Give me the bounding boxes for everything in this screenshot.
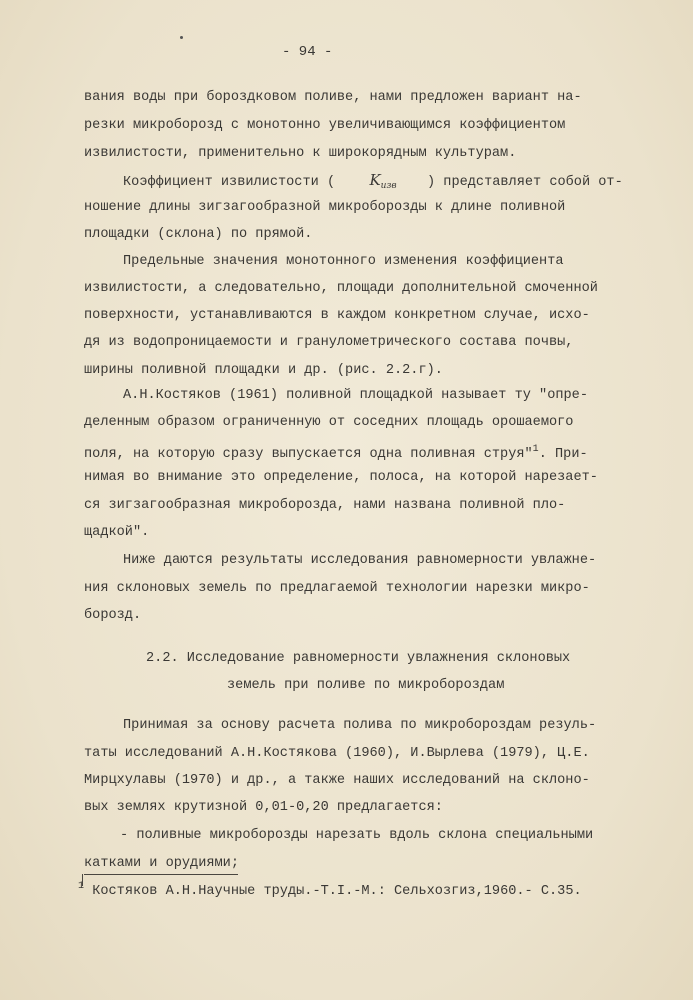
- footnote-separator: [84, 874, 238, 875]
- p2-line-2: ношение длины зигзагообразной микроборозды к длине поливной: [84, 200, 566, 215]
- footnote-reference: 1: [532, 444, 539, 455]
- p3-line-3: поверхности, устанавливаются в каждом конкретном случае, исхо-: [84, 308, 590, 323]
- p1-line-3: извилистости, применительно к широкорядным культурам.: [84, 146, 517, 161]
- p2-line-1-before: Коэффициент извилистости (: [123, 175, 336, 190]
- p5-line-2: ния склоновых земель по предлагаемой технологии нарезки микро-: [84, 581, 590, 596]
- p2-line-1-after: ) представляет собой от-: [426, 175, 623, 190]
- footnote: [78, 878, 582, 901]
- p4-line-3-before: поля, на которую сразу выпускается одна поливная струя": [84, 447, 533, 462]
- p4-line-3: [84, 441, 588, 464]
- p6-line-5: - поливные микроборозды нарезать вдоль склона специальными: [120, 828, 594, 843]
- page-number: - 94 -: [282, 44, 333, 60]
- p1-line-1: вания воды при бороздковом поливе, нами предложен вариант на-: [84, 90, 582, 105]
- p3-line-5: ширины поливной площадки и др. (рис. 2.2.г).: [84, 363, 443, 378]
- p1-line-2: резки микроборозд с монотонно увеличивающимся коэффициентом: [84, 118, 566, 133]
- p4-line-5: ся зигзагообразная микроборозда, нами названа поливной пло-: [84, 498, 566, 513]
- p3-line-4: дя из водопроницаемости и гранулометрического состава почвы,: [84, 335, 574, 350]
- p3-line-1: Предельные значения монотонного изменения коэффициента: [123, 254, 564, 269]
- p6-line-6: катками и орудиями;: [84, 856, 239, 871]
- p4-line-2: деленным образом ограниченную от соседних площадь орошаемого: [84, 415, 574, 430]
- ink-speck: [180, 36, 183, 39]
- k-coefficient-symbol: K: [369, 171, 381, 189]
- p6-line-4: вых землях крутизной 0,01-0,20 предлагается:: [84, 800, 443, 815]
- p2-line-1: [123, 171, 623, 195]
- p6-line-1: Принимая за основу расчета полива по микробороздам резуль-: [123, 718, 597, 733]
- p4-line-1: А.Н.Костяков (1961) поливной площадкой называет ту "опре-: [123, 388, 588, 403]
- p4-line-4: нимая во внимание это определение, полоса, на которой нарезает-: [84, 470, 598, 485]
- p4-line-3-after: . При-: [538, 447, 588, 462]
- p6-line-3: Мирцхулавы (1970) и др., а также наших исследований на склоно-: [84, 773, 590, 788]
- footnote-number: 1: [78, 881, 85, 892]
- k-coefficient-subscript: изв: [380, 181, 397, 191]
- p3-line-2: извилистости, а следовательно, площади дополнительной смоченной: [84, 281, 598, 296]
- p5-line-1: Ниже даются результаты исследования равномерности увлажне-: [123, 553, 597, 568]
- section-heading-line-2: земель при поливе по микробороздам: [227, 678, 505, 693]
- p2-line-3: площадки (склона) по прямой.: [84, 227, 313, 242]
- section-heading-line-1: 2.2. Исследование равномерности увлажнения склоновых: [146, 651, 571, 666]
- p6-line-2: таты исследований А.Н.Костякова (1960), И.Вырлева (1979), Ц.Е.: [84, 746, 590, 761]
- p5-line-3: борозд.: [84, 608, 142, 623]
- p4-line-6: щадкой".: [84, 525, 150, 540]
- footnote-text: Костяков А.Н.Научные труды.-Т.I.-М.: Сельхозгиз,1960.- С.35.: [92, 884, 582, 899]
